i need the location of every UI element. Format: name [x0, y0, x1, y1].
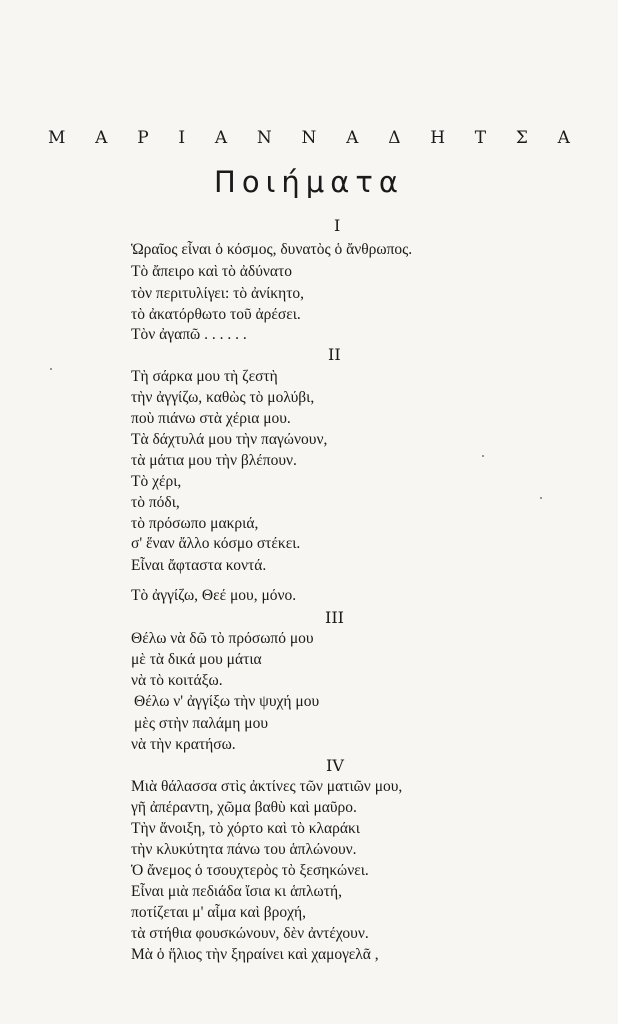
section-number: II: [328, 345, 341, 364]
poem-line: Εἶναι μιὰ πεδιάδα ἴσια κι ἁπλωτή,: [131, 883, 342, 900]
author-letter: Α: [346, 128, 359, 148]
poem-line: Τὸν ἀγαπῶ . . . . . .: [131, 326, 247, 343]
poem-line: τὸ πόδι,: [131, 494, 180, 511]
author-letter: Ν: [301, 128, 317, 148]
section-number: I: [334, 216, 341, 235]
author-letter: Α: [557, 128, 570, 148]
poem-line: νὰ τὴν κρατήσω.: [131, 736, 236, 753]
poem-line: Τὸ ἄπειρο καὶ τὸ ἀδύνατο: [131, 263, 292, 280]
poem-line: Τὸ ἀγγίζω, Θεέ μου, μόνο.: [131, 587, 297, 604]
poem-line: Μὰ ὁ ἥλιος τὴν ξηραίνει καὶ χαμογελᾶ ,: [131, 946, 379, 963]
poem-line: τὰ μάτια μου τὴν βλέπουν.: [131, 452, 297, 469]
poem-line: Τὴν ἄνοιξη, τὸ χόρτο καὶ τὸ κλαράκι: [131, 820, 360, 837]
poem-line: Μιὰ θάλασσα στὶς ἀκτίνες τῶν ματιῶν μου,: [131, 778, 403, 795]
author-letter: Ι: [178, 128, 186, 148]
author-letter: Ν: [256, 128, 272, 148]
poem-line: τὸ ἀκατόρθωτο τοῦ ἀρέσει.: [131, 306, 301, 323]
author-letter: Τ: [474, 128, 487, 148]
author-letter: Μ: [48, 128, 66, 148]
poem-line: Θέλω νὰ δῶ τὸ πρόσωπό μου: [131, 630, 314, 647]
author-name: [48, 128, 570, 148]
section-number: III: [325, 608, 344, 627]
page-title: Ποιήματα: [214, 165, 404, 199]
poem-line: σ' ἕναν ἄλλο κόσμο στέκει.: [131, 535, 301, 552]
poem-line: Ὡραῖος εἶναι ὁ κόσμος, δυνατὸς ὁ ἄνθρωπος.: [131, 241, 413, 258]
author-letter: Ρ: [137, 128, 149, 148]
poem-line: τὴν κλυκύτητα πάνω του ἁπλώνουν.: [131, 841, 357, 858]
poem-line: τὸν περιτυλίγει: τὸ ἀνίκητο,: [131, 285, 305, 302]
scan-speck: [50, 368, 52, 370]
poem-line: Τὰ δάχτυλά μου τὴν παγώνουν,: [131, 431, 328, 448]
poem-line: μὲ τὰ δικά μου μάτια: [131, 651, 262, 668]
poem-line: Τὴ σάρκα μου τὴ ζεστὴ: [131, 368, 278, 385]
poem-line: τὴν ἀγγίζω, καθὼς τὸ μολύβι,: [131, 389, 315, 406]
poem-line: ποτίζεται μ' αἷμα καὶ βροχή,: [131, 904, 306, 921]
poem-line: γῆ ἀπέραντη, χῶμα βαθὺ καὶ μαῦρο.: [131, 799, 357, 816]
poem-line: νὰ τὸ κοιτάξω.: [131, 672, 223, 689]
author-letter: Σ: [515, 128, 528, 148]
poem-line: Ὁ ἄνεμος ὁ τσουχτερὸς τὸ ξεσηκώνει.: [131, 862, 369, 879]
poem-line: ποὺ πιάνω στὰ χέρια μου.: [131, 410, 291, 427]
poem-line: Τὸ χέρι,: [131, 473, 182, 490]
poem-line: τὸ πρόσωπο μακριά,: [131, 515, 259, 532]
author-letter: Α: [95, 128, 108, 148]
poem-line: Θέλω ν' ἀγγίξω τὴν ψυχή μου: [134, 693, 320, 710]
section-number: IV: [326, 756, 344, 775]
author-letter: Δ: [388, 128, 401, 148]
author-letter: Η: [430, 128, 446, 148]
poem-line: Εἶναι ἄφταστα κοντά.: [131, 557, 267, 574]
scan-speck: [540, 497, 542, 499]
poem-line: μὲς στὴν παλάμη μου: [134, 715, 269, 732]
scan-speck: [482, 455, 484, 457]
poem-line: τὰ στήθια φουσκώνουν, δὲν ἀντέχουν.: [131, 925, 369, 942]
author-letter: Α: [214, 128, 228, 148]
